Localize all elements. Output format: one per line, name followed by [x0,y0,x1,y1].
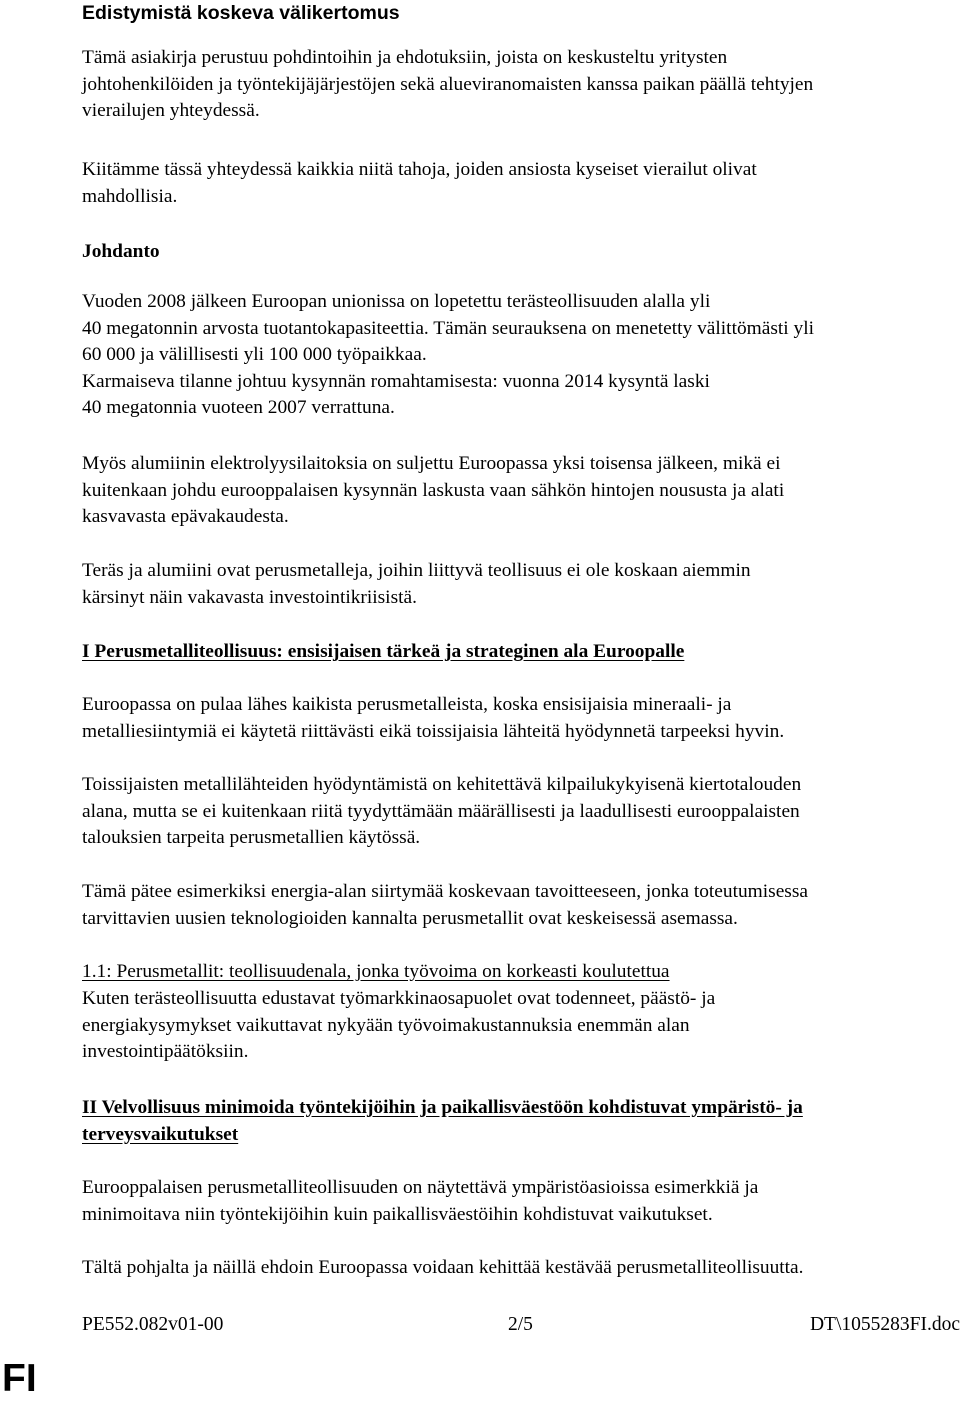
text-line: Myös alumiinin elektrolyysilaitoksia on suljettu Euroopassa yksi toisensa jälkeen, mikä ei [82,453,781,474]
text-line: Teräs ja alumiini ovat perusmetalleja, joihin liittyvä teollisuus ei ole koskaan aiemmin [82,560,751,581]
heading-line: II Velvollisuus minimoida työntekijöihin ja paikallisväestöön kohdistuvat ympäristö- ja [82,1097,803,1118]
section-1-heading: I Perusmetalliteollisuus: ensisijaisen tärkeä ja strateginen ala Euroopalle [82,641,685,662]
section-2-paragraph-1 [82,1175,758,1228]
text-line: johtohenkilöiden ja työntekijäjärjestöjen sekä alueviranomaisten kanssa paikan päällä tehtyjen [82,73,814,95]
page-number: 2/5 [508,1314,533,1335]
text-line: metalliesiintymiä ei käytetä riittävästi eikä toissijaisia lähteitä hyödynnetä tarpeeksi hyvin. [82,720,785,742]
text-line: Tältä pohjalta ja näillä ehdoin Euroopassa voidaan kehittää kestävää perusmetalliteollisuutta. [82,1257,804,1278]
text-line: Karmaiseva tilanne johtuu kysynnän romahtamisesta: vuonna 2014 kysyntä laski [82,370,710,392]
section-1-paragraph-4 [82,986,715,1066]
text-line: tarvittavien uusien teknologioiden kannalta perusmetallit ovat keskeisessä asemassa. [82,907,738,929]
text-line: investointipäätöksiin. [82,1041,249,1062]
language-code: FI [2,1357,37,1400]
file-name: DT\1055283FI.doc [809,1314,960,1335]
text-line: mahdollisia. [82,185,178,207]
text-line: Eurooppalaisen perusmetalliteollisuuden on näytettävä ympäristöasioissa esimerkkiä ja [82,1177,759,1198]
johdanto-heading: Johdanto [82,241,160,262]
text-line: Euroopassa on pulaa lähes kaikista perusmetalleista, koska ensisijaisia mineraali- ja [82,694,732,715]
document-heading: Edistymistä koskeva välikertomus [82,2,400,24]
text-line: Kuten terästeollisuutta edustavat työmarkkinaosapuolet ovat todenneet, päästö- ja [82,988,716,1009]
text-line: minimoitava niin työntekijöihin kuin paikallisväestöihin kohdistuvat vaikutukset. [82,1203,713,1225]
text-line: Vuoden 2008 jälkeen Euroopan unionissa on lopetettu terästeollisuuden alalla yli [82,291,711,312]
johdanto-paragraph-2 [82,451,784,531]
text-line: Tämä pätee esimerkiksi energia-alan siirtymää koskevaan tavoitteeseen, jonka toteutumisessa [82,881,808,902]
section-2-heading [82,1095,803,1148]
text-line: vierailujen yhteydessä. [82,100,260,121]
section-2-paragraph-2 [82,1255,804,1282]
text-line: talouksien tarpeita perusmetallien käytössä. [82,827,421,848]
heading-line: terveysvaikutukset [82,1123,239,1145]
subsection-1-1-heading: 1.1: Perusmetallit: teollisuudenala, jonka työvoima on korkeasti koulutettua [82,961,670,982]
text-line: 40 megatonnin arvosta tuotantokapasiteettia. Tämän seurauksena on menetetty välittömästi yli [82,317,814,339]
intro-paragraph-2 [82,157,757,210]
johdanto-paragraph-1 [82,289,814,422]
section-1-paragraph-2 [82,772,801,852]
text-line: 60 000 ja välillisesti yli 100 000 työpaikkaa. [82,344,427,365]
text-line: Toissijaisten metallilähteiden hyödyntämistä on kehitettävä kilpailukykyisenä kiertotalouden [82,774,802,795]
johdanto-paragraph-3 [82,558,751,611]
text-line: kasvavasta epävakaudesta. [82,506,289,527]
text-line: Tämä asiakirja perustuu pohdintoihin ja ehdotuksiin, joista on keskusteltu yritysten [82,47,728,68]
section-1-paragraph-1 [82,692,784,745]
text-line: kuitenkaan johdu eurooppalaisen kysynnän laskusta vaan sähkön hintojen noususta ja alati [82,479,785,501]
text-line: kärsinyt näin vakavasta investointikriisistä. [82,586,417,608]
text-line: Kiitämme tässä yhteydessä kaikkia niitä tahoja, joiden ansiosta kyseiset vierailut olivat [82,159,757,180]
section-1-paragraph-3 [82,879,808,932]
text-line: alana, mutta se ei kuitenkaan riitä tyydyttämään määrällisesti ja laadullisesti eurooppalaisten [82,800,800,822]
text-line: energiakysymykset vaikuttavat nykyään työvoimakustannuksia enemmän alan [82,1014,690,1036]
intro-paragraph-1 [82,45,813,125]
document-reference: PE552.082v01-00 [82,1314,224,1335]
text-line: 40 megatonnia vuoteen 2007 verrattuna. [82,397,395,418]
